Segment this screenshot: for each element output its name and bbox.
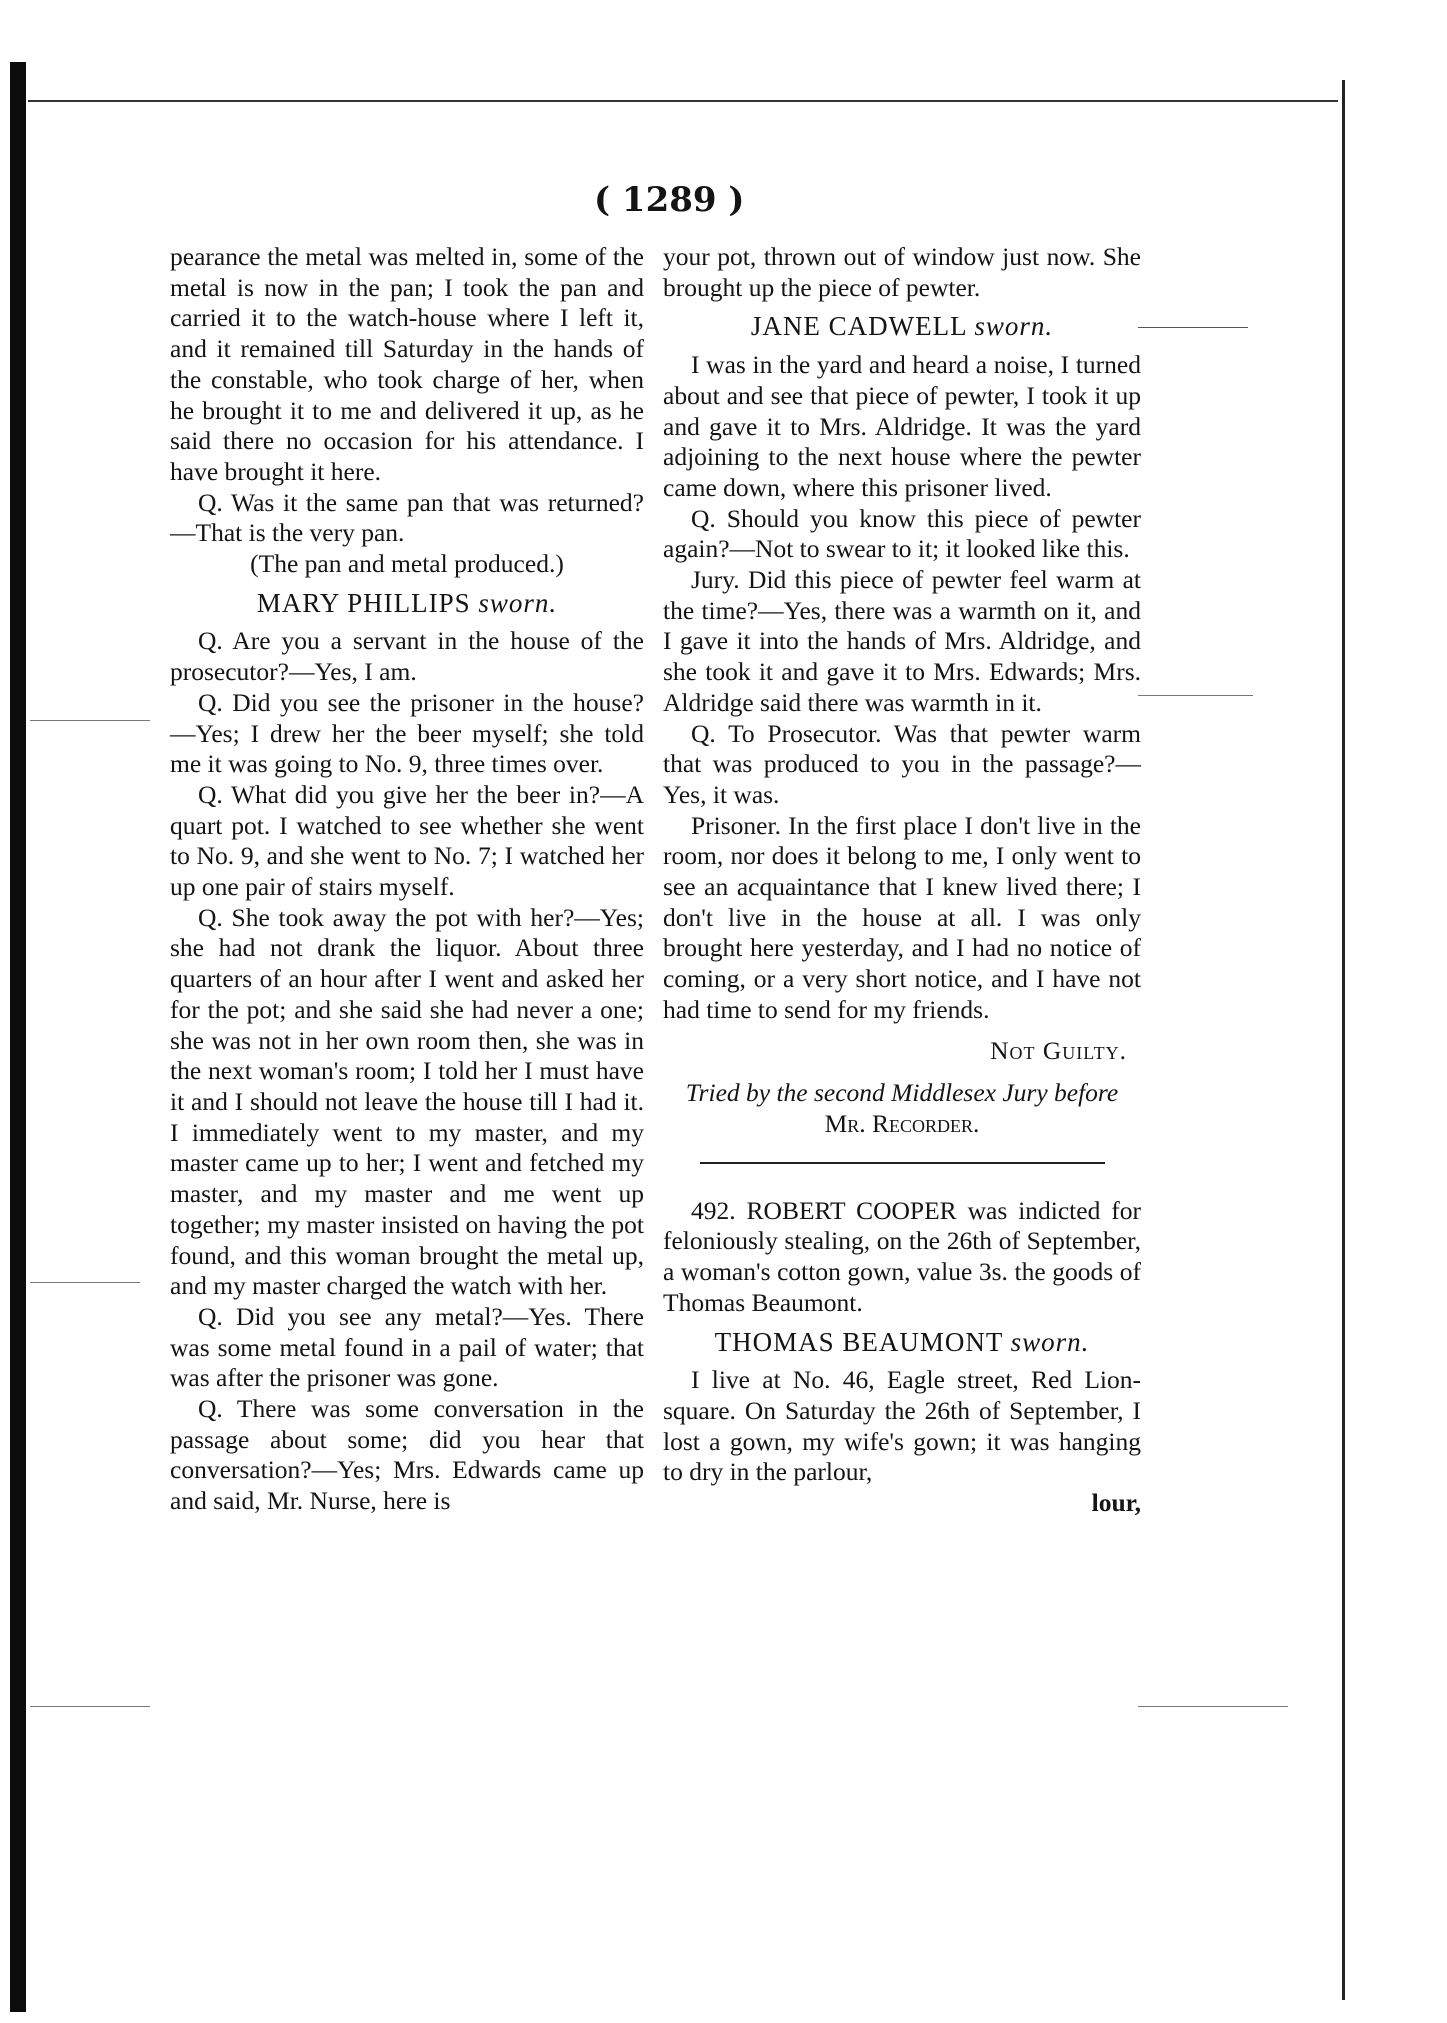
margin-mark — [1138, 695, 1253, 696]
judge-name: Mr. Recorder. — [824, 1108, 980, 1138]
right-margin-rule — [1342, 80, 1345, 2000]
page-number: ( 1289 ) — [594, 180, 745, 220]
top-rule — [28, 100, 1338, 102]
margin-mark — [1138, 1706, 1288, 1707]
margin-mark — [30, 720, 150, 721]
sworn-label: sworn. — [478, 587, 558, 618]
witness-name: MARY PHILLIPS — [256, 587, 471, 618]
testimony-paragraph: I live at No. 46, Eagle street, Red Lion-square. On Saturday the 26th of September, I lost a gown, my wife's gown; it was hanging to dry in the parlour, — [663, 1365, 1141, 1487]
testimony-paragraph: Prisoner. In the first place I don't live in the room, nor does it belong to me, I only went to see an acquaintance that I knew lived there; I don't live in the house at all. I was only brought here yesterday, and I had no notice of coming, or a very short notice, and I have not had time to send for my friends. — [663, 810, 1141, 1024]
testimony-paragraph: your pot, thrown out of window just now. She brought up the piece of pewter. — [663, 242, 1141, 302]
testimony-paragraph: pearance the metal was melted in, some of the metal is now in the pan; I took the pan and carried it to the watch-house where I left it, and it remained till Saturday in the hands of the constable, who took charge of her, when he brought it to me and delivered it up, as he said there no occasion for his attendance. I have brought it here. — [170, 242, 644, 486]
testimony-paragraph: I was in the yard and heard a noise, I turned about and see that piece of pewter, I took it up and gave it to Mrs. Aldridge. It was the yard adjoining to the next house where the pewter came down, where this prisoner lived. — [663, 350, 1141, 502]
testimony-paragraph: Q. Was it the same pan that was returned?—That is the very pan. — [170, 487, 644, 548]
testimony-paragraph: Jury. Did this piece of pewter feel warm at the time?—Yes, there was a warmth on it, and I gave it into the hands of Mrs. Aldridge, and she took it and gave it to Mrs. Edwards; Mrs. Aldridge said there was warmth in it. — [663, 565, 1141, 717]
testimony-paragraph: Q. To Prosecutor. Was that pewter warm that was produced to you in the passage?—Yes, it was. — [663, 718, 1141, 809]
witness-heading — [170, 588, 644, 619]
testimony-paragraph: Q. Did you see any metal?—Yes. There was some metal found in a pail of water; that was after the prisoner was gone. — [170, 1301, 644, 1393]
margin-mark — [30, 1706, 150, 1707]
testimony-paragraph: 492. ROBERT COOPER was indicted for feloniously stealing, on the 26th of September, a woman's cotton gown, value 3s. the goods of Thomas Beaumont. — [663, 1195, 1141, 1317]
testimony-paragraph: Q. She took away the pot with her?—Yes; she had not drank the liquor. About three quarters of an hour after I went and asked her for the pot; and she said she had never a one; she was not in her own room then, she was in the next woman's room; I told her I must have it and I should not leave the house till I had it. I immediately went to my master, and my master came up to her; I went and fetched my master, and my master and me went up together; my master insisted on having the pot found, and this woman brought the metal up, and my master charged the watch with her. — [170, 902, 644, 1301]
verdict: Not Guilty. — [990, 1035, 1127, 1065]
right-column — [663, 242, 1141, 1519]
stage-note: (The pan and metal produced.) — [250, 549, 564, 579]
witness-name: THOMAS BEAUMONT — [714, 1326, 1003, 1357]
margin-mark — [30, 1282, 140, 1283]
witness-heading — [663, 1327, 1141, 1358]
testimony-paragraph: Q. There was some conversation in the passage about some; did you hear that conversation?—Yes; Mrs. Edwards came up and said, Mr. Nurse, here is — [170, 1394, 644, 1516]
sworn-label: sworn. — [974, 311, 1054, 342]
catchword: lour, — [1091, 1488, 1141, 1518]
sworn-label: sworn. — [1010, 1326, 1090, 1357]
section-divider — [700, 1162, 1105, 1164]
testimony-paragraph: Q. Should you know this piece of pewter again?—Not to swear to it; it looked like this. — [663, 503, 1141, 564]
testimony-paragraph: Q. What did you give her the beer in?—A quart pot. I watched to see whether she went to No. 9, and she went to No. 7; I watched her up one pair of stairs myself. — [170, 779, 644, 902]
binding-spine — [10, 62, 26, 2012]
jury-note: Tried by the second Middlesex Jury before — [685, 1078, 1119, 1108]
testimony-paragraph: Q. Did you see the prisoner in the house?—Yes; I drew her the beer myself; she told me it was going to No. 9, three times over. — [170, 687, 644, 779]
witness-heading — [663, 311, 1141, 342]
left-column — [170, 242, 644, 1517]
testimony-paragraph: Q. Are you a servant in the house of the prosecutor?—Yes, I am. — [170, 626, 644, 687]
margin-mark — [1138, 327, 1248, 328]
witness-name: JANE CADWELL — [750, 311, 967, 342]
